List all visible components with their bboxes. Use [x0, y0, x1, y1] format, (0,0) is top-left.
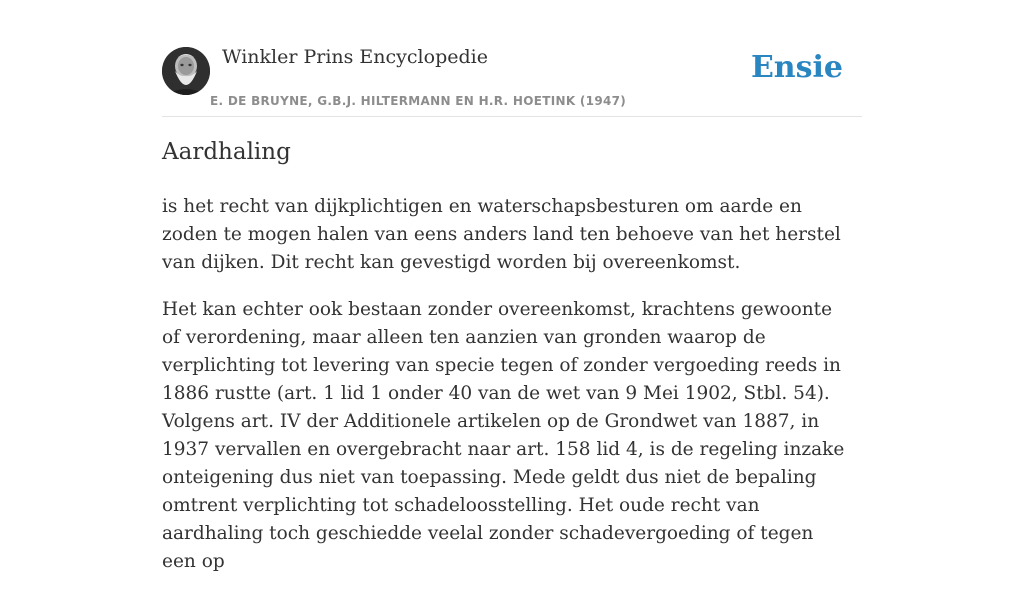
entry-paragraph: Het kan echter ook bestaan zonder overeenkomst, krachtens gewoonte of verordening, maar alleen ten aanzien van gronden waarop de verplichting tot levering van specie tegen of zonder vergoeding reeds in 1886 rustte (art. 1 lid 1 onder 40 van de wet van 9 Mei 1902, Stbl. 54). Volgens art. IV der Additionele artikelen op de Grondwet van 1887, in 1937 vervallen en overgebracht naar art. 158 lid 4, is de regeling inzake onteigening dus niet van toepassing. Mede geldt dus niet de bepaling omtrent verplichting tot schadeloosstelling. Het oude recht van aardhaling toch geschiedde veelal zonder schadevergoeding of tegen een op: [162, 299, 845, 572]
entry-title: Aardhaling: [162, 139, 291, 165]
book-title[interactable]: Winkler Prins Encyclopedie: [222, 46, 488, 68]
book-authors: E. DE BRUYNE, G.B.J. HILTERMANN EN H.R. HOETINK (1947): [210, 94, 627, 108]
author-avatar[interactable]: [162, 47, 210, 95]
entry-content: [162, 193, 852, 595]
entry-paragraph: is het recht van dijkplichtigen en waterschapsbesturen om aarde en zoden te mogen halen van eens anders land ten behoeve van het herstel van dijken. Dit recht kan gevestigd worden bij overeenkomst.: [162, 196, 841, 273]
brand-logo-link[interactable]: Ensie: [750, 50, 843, 85]
bearded-man-portrait-icon: [162, 47, 210, 95]
site-header: [162, 46, 862, 117]
